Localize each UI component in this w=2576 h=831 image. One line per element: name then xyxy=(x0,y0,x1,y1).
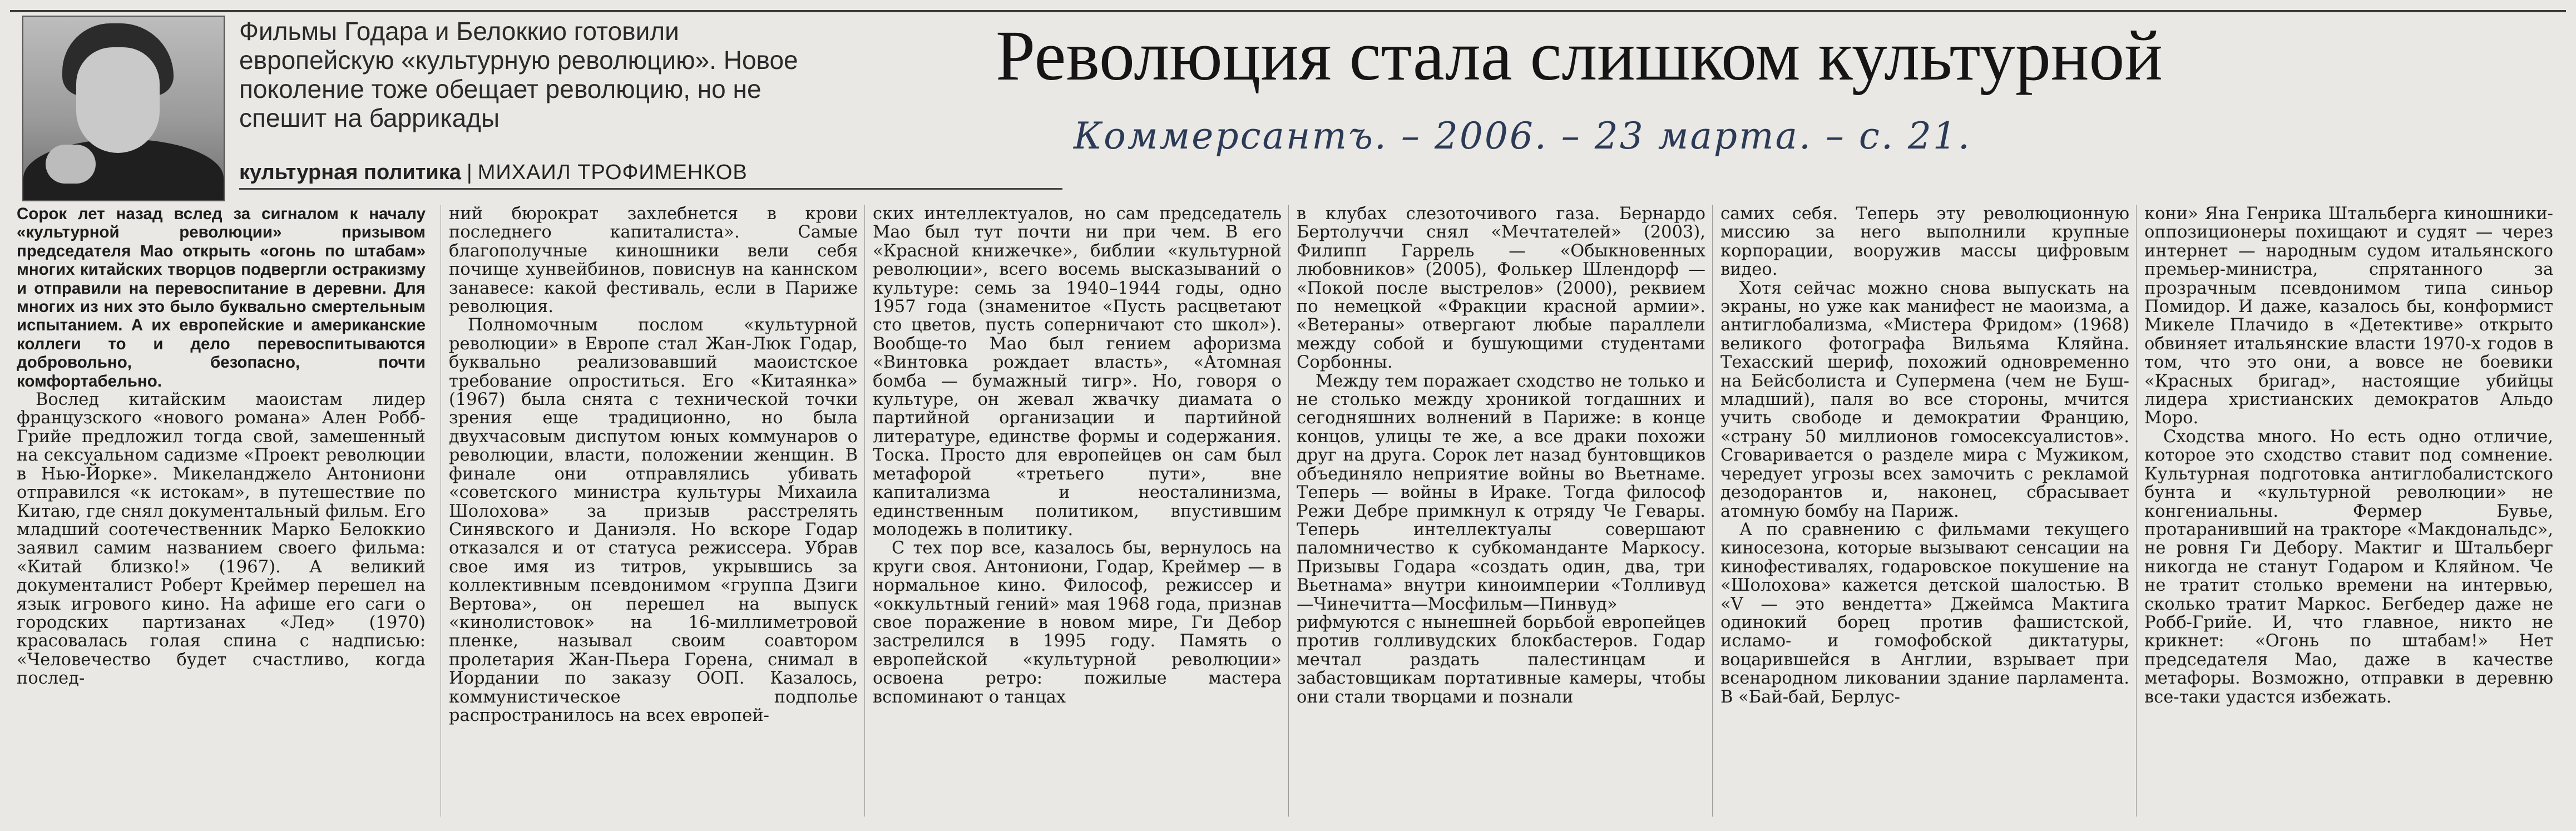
column-1 xyxy=(17,205,433,817)
paragraph: Между тем поражает сходство не только и не столько между хроникой тогдашних и сегодняшних волнений в Париже: в конце концов, улицы те же, а все драки похожи друг на друга. Сорок лет назад бунтовщиков объединяло неприятие войны во Вьетнаме. Теперь — войны в Ираке. Тогда философ Режи Дебре примкнул к отряду Че Гевары. Теперь интеллектуалы совершают паломничество к субкоманданте Маркосу. Призывы Годара «создать один, два, три Вьетнама» внутри киноимперии «Толливуд—Чинечитта—Мосфильм—Пинвуд» рифмуются с нынешней борьбой европейцев против голливудских блокбастеров. Годар мечтал раздать палестинцам и забастовщикам портативные камеры, чтобы они стали творцами и познали xyxy=(1297,371,1705,707)
rubric-separator: | xyxy=(466,161,472,184)
paragraph: Полномочным послом «культурной революции» в Европе стал Жан-Люк Годар, буквально реализовавший маоистское требование опроститься. Его «Китаянка» (1967) была снята с технической точки зрения еще традиционно, но была двухчасовым диспутом юных коммунаров о революции, власти, положении женщин. В финале они отправлялись убивать «советского министра культуры Михаила Шолохова» за призыв расстрелять Синявского и Даниэля. Но вскоре Годар отказался и от статуса режиссера. Убрав свое имя из титров, укрывшись за коллективным псевдонимом «группа Дзиги Вертова», он перешел на выпуск «кинолистовок» на 16-миллиметровой пленке, называл своим соавтором пролетария Жан-Пьера Горена, снимал в Иордании по заказу ООП. Казалось, коммунистическое подполье распространилось на всех европей- xyxy=(449,315,858,725)
paragraph: Вослед китайским маоистам лидер французского «нового романа» Ален Робб-Грийе предложил тогда свой, замешенный на сексуальном садизме «Проект революции в Нью-Йорке». Микеланджело Антониони отправился «к истокам», в путешествие по Китаю, где снял документальный фильм. Его младший соотечественник Марко Белоккио заявил самим названием своего фильма: «Китай близко!» (1967). А великий документалист Роберт Креймер перешел на язык игрового кино. На афише его саги о городских партизанах «Лед» (1970) красовалась голая спина с надписью: «Человечество будет счастливо, когда послед- xyxy=(17,390,426,689)
rubric-label: культурная политика xyxy=(239,161,461,184)
column-2 xyxy=(441,205,866,817)
article-body xyxy=(17,205,2559,822)
author-photo xyxy=(22,16,225,201)
article-lead: Фильмы Годара и Белоккио готовили европейскую «культурную революцию». Новое поколение тоже обещает революцию, но не спешит на баррикады xyxy=(239,17,798,132)
paragraph: Сходства много. Но есть одно отличие, которое это сходство ставит под сомнение. Культурная подготовка антиглобалистского бунта и «культурной революции» не конгениальны. Фермер Бувье, протаранивший на тракторе «Макдональдс», не ровня Ги Дебору. Мактиг и Штальберг никогда не станут Годаром и Кляйном. Че не тратит столько времени на интервью, сколько тратит Маркос. Бегбедер даже не Робб-Грийе. И, что главное, никто не крикнет: «Огонь по штабам!» Нет председателя Мао, даже в качестве метафоры. Возможно, отправки в деревню все-таки удастся избежать. xyxy=(2144,427,2553,707)
column-4 xyxy=(1288,205,1713,817)
paragraph: С тех пор все, казалось бы, вернулось на круги своя. Антониони, Годар, Креймер — в нормальное кино. Философ, режиссер и «оккультный гений» мая 1968 года, признав свое поражение в новом мире, Ги Дебор застрелился в 1995 году. Память о европейской «культурной революции» освоена ретро: пожилые мастера вспоминают о танцах xyxy=(873,538,1282,707)
intro-paragraph: Сорок лет назад вслед за сигналом к началу «культурной революции» призывом председателя Мао открыть «огонь по штабам» многих китайских творцов подвергли остракизму и отправили на перевоспитание в деревни. Для многих из них это было буквально смертельным испытанием. А их европейские и американские коллеги то и дело перевоспитываются добровольно, безопасно, почти комфортабельно. xyxy=(17,205,426,390)
paragraph: ний бюрократ захлебнется в крови последнего капиталиста». Самые благополучные киношники вели себя почище хунвейбинов, повиснув на каннском занавесе: какой фестиваль, если в Париже революция. xyxy=(449,205,858,317)
column-5 xyxy=(1712,205,2137,817)
rubric-line xyxy=(239,160,1062,190)
paragraph: Хотя сейчас можно снова выпускать на экраны, но уже как манифест не маоизма, а антиглобализма, «Мистера Фридом» (1968) великого фотографа Вильяма Кляйна. Техасский шериф, похожий одновременно на Бейсболиста и Супермена (чем не Буш-младший), паля во все стороны, мчится учить свободе и демократии Францию, «страну 50 миллионов гомосексуалистов». Сговаривается о разделе мира с Мужиком, чередует угрозы всех замочить с рекламой дезодорантов и, наконец, сбрасывает атомную бомбу на Париж. xyxy=(1720,278,2129,521)
column-6 xyxy=(2136,205,2553,817)
article-headline: Революция стала слишком культурной xyxy=(996,16,2163,95)
paragraph: А по сравнению с фильмами текущего киносезона, которые вызывают сенсации на кинофестивалях, годаровское покушение на «Шолохова» кажется детской шалостью. В «V — это вендетта» Джеймса Мактига одинокий борец против фашистской, исламо- и гомофобской диктатуры, воцарившейся в Англии, взрывает при всенародном ликовании здание парламента. В «Бай-бай, Берлус- xyxy=(1720,520,2129,707)
column-3 xyxy=(864,205,1289,817)
paragraph: кони» Яна Генрика Штальберга киношники-оппозиционеры похищают и судят — через интернет — народным судом итальянского премьер-министра, спрятанного за прозрачным псевдонимом типа синьор Помидор. И даже, казалось бы, конформист Микеле Плачидо в «Детективе» открыто обвиняет итальянские власти 1970-х годов в том, что это они, а вовсе не боевики «Красных бригад», настоящие убийцы лидера христианских демократов Альдо Моро. xyxy=(2144,205,2553,428)
author-name: МИХАИЛ ТРОФИМЕНКОВ xyxy=(477,161,748,184)
handwritten-citation: Коммерсантъ. – 2006. – 23 марта. – с. 21. xyxy=(1074,115,1971,157)
top-rule xyxy=(10,10,2566,12)
paragraph: самих себя. Теперь эту революционную миссию за него выполнили крупные корпорации, вооружив массы цифровым видео. xyxy=(1720,205,2129,280)
paragraph: ских интеллектуалов, но сам председатель Мао был тут почти ни при чем. В его «Красной книжечке», библии «культурной революции», всего восемь высказываний о культуре: семь за 1940–1944 годы, одно 1957 года (знаменитое «Пусть расцветают сто цветов, пусть соперничают сто школ»). Вообще-то Мао был гением афоризма «Винтовка рождает власть», «Атомная бомба — бумажный тигр». Но, говоря о культуре, он жевал жвачку диамата о партийной организации и партийной литературе, единстве формы и содержания. Тоска. Просто для европейцев он сам был метафорой «третьего пути», вне капитализма и неосталинизма, единственным политиком, впустившим молодежь в политику. xyxy=(873,205,1282,540)
paragraph: в клубах слезоточивого газа. Бернардо Бертолуччи снял «Мечтателей» (2003), Филипп Гаррель — «Обыкновенных любовников» (2005), Фолькер Шлендорф — «Покой после выстрелов» (2000), реквием по немецкой «Фракции красной армии». «Ветераны» отвергают любые параллели между собой и бушующими студентами Сорбонны. xyxy=(1297,205,1705,373)
